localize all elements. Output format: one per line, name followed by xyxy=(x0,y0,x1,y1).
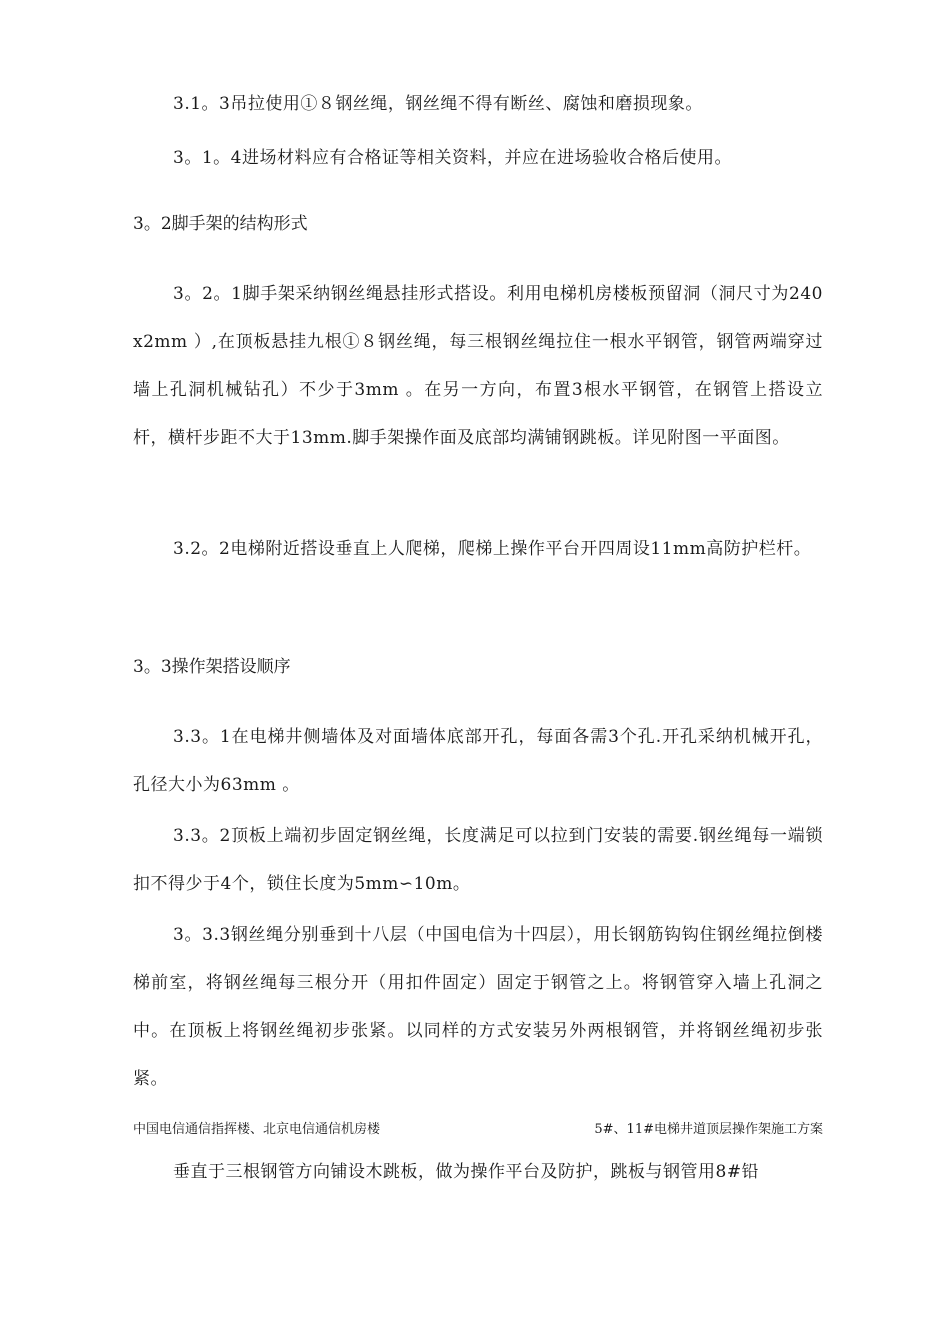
paragraph-3-1-3: 3.1。3吊拉使用①８钢丝绳，钢丝绳不得有断丝、腐蚀和磨损现象。 xyxy=(173,94,703,114)
paragraph-3-3-2: 3.3。2顶板上端初步固定钢丝绳，长度满足可以拉到门安装的需要.钢丝绳每一端锁扣不得少于4个，锁住长度为5mm∽10m。 xyxy=(133,826,823,894)
paragraph-3-2-1: 3。2。1脚手架采纳钢丝绳悬挂形式搭设。利用电梯机房楼板预留洞（洞尺寸为240 x2mm ）,在顶板悬挂九根①８钢丝绳，每三根钢丝绳拉住一根水平钢管，钢管两端穿过墙上孔洞机械钻孔）不少于3mm 。在另一方向，布置3根水平钢管，在钢管上搭设立杆，横杆步距不大于13mm.脚手架操作面及底部均满铺钢跳板。详见附图一平面图。 xyxy=(133,284,823,448)
footer-document-title: 5#、11#电梯井道顶层操作架施工方案 xyxy=(594,1122,823,1137)
footer-project-name: 中国电信通信指挥楼、北京电信通信机房楼 xyxy=(133,1122,381,1137)
paragraph-3-1-4: 3。1。4进场材料应有合格证等相关资料，并应在进场验收合格后使用。 xyxy=(173,148,732,168)
section-heading-3-2: 3。2脚手架的结构形式 xyxy=(133,214,308,234)
paragraph-continuation: 垂直于三根钢管方向铺设木跳板，做为操作平台及防护，跳板与钢管用8#铅 xyxy=(173,1162,760,1182)
page-footer xyxy=(133,1118,823,1142)
paragraph-3-3-1: 3.3。1在电梯井侧墙体及对面墙体底部开孔，每面各需3个孔.开孔采纳机械开孔，孔径大小为63mm 。 xyxy=(133,727,823,795)
section-heading-3-3: 3。3操作架搭设顺序 xyxy=(133,657,291,677)
paragraph-3-2-2: 3.2。2电梯附近搭设垂直上人爬梯，爬梯上操作平台开四周设11mm高防护栏杆。 xyxy=(173,539,812,559)
paragraph-3-3-3: 3。3.3钢丝绳分别垂到十八层（中国电信为十四层），用长钢筋钩钩住钢丝绳拉倒楼梯前室，将钢丝绳每三根分开（用扣件固定）固定于钢管之上。将钢管穿入墙上孔洞之中。在顶板上将钢丝绳初步张紧。以同样的方式安装另外两根钢管，并将钢丝绳初步张紧。 xyxy=(133,925,823,1089)
